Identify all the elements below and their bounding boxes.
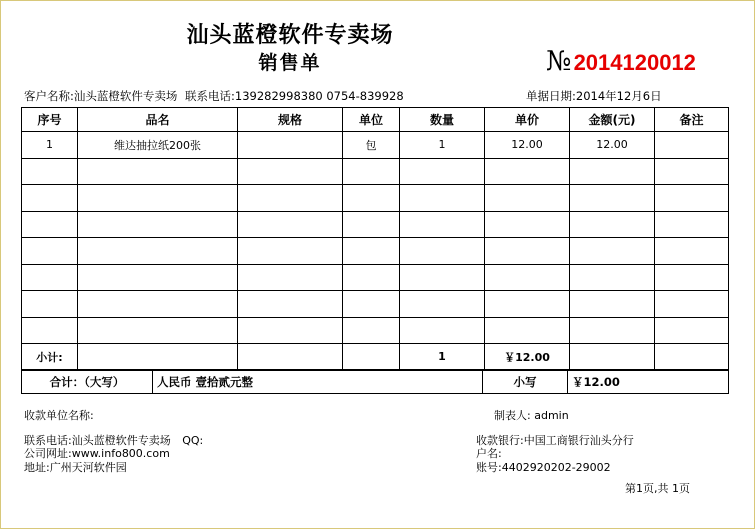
col-header-note: 备注 <box>655 108 729 132</box>
cell-spec <box>238 132 343 159</box>
customer-info <box>24 88 404 104</box>
number-symbol: № <box>546 46 572 77</box>
document-number <box>546 46 696 77</box>
col-header-unit: 单位 <box>343 108 400 132</box>
table-row <box>22 132 729 159</box>
table-row-empty <box>22 291 729 318</box>
cell-no: 1 <box>22 132 78 159</box>
small-label: 小写 <box>483 371 568 394</box>
qq-label: QQ: <box>182 434 204 447</box>
cell-price: 12.00 <box>485 132 570 159</box>
total-upper: 人民币 壹拾贰元整 <box>153 371 483 394</box>
table-row-empty <box>22 238 729 265</box>
maker <box>494 407 569 423</box>
table-header-row <box>22 108 729 132</box>
date-label: 单据日期: <box>526 89 576 103</box>
col-header-price: 单价 <box>485 108 570 132</box>
maker-label: 制表人: <box>494 409 531 422</box>
total-label: 合计：（大写） <box>22 371 153 394</box>
website: 公司网址:www.info800.com <box>24 447 170 460</box>
date-value: 2014年12月6日 <box>575 89 662 103</box>
customer-value: 汕头蓝橙软件专卖场 <box>73 89 178 103</box>
bank: 收款银行:中国工商银行汕头分行 <box>476 434 634 447</box>
small-value: ￥12.00 <box>568 371 729 394</box>
subtotal-row <box>22 344 729 370</box>
address: 地址:广州天河软件园 <box>24 461 127 474</box>
col-header-qty: 数量 <box>400 108 485 132</box>
phone-value: 139282998380 0754-839928 <box>234 89 404 103</box>
table-row-empty <box>22 317 729 344</box>
cell-amount: 12.00 <box>570 132 655 159</box>
document-title: 销售单 <box>258 52 322 74</box>
subtotal-amount: ￥12.00 <box>485 344 570 370</box>
subtotal-label: 小计: <box>22 344 78 370</box>
col-header-name: 品名 <box>78 108 238 132</box>
table-row-empty <box>22 211 729 238</box>
cell-name: 维达抽拉纸200张 <box>78 132 238 159</box>
account-name: 户名: <box>476 447 502 460</box>
col-header-amount: 金额(元) <box>570 108 655 132</box>
col-header-no: 序号 <box>22 108 78 132</box>
account-number: 账号:4402920202-29002 <box>476 461 611 474</box>
customer-label: 客户名称: <box>24 89 74 103</box>
cell-qty: 1 <box>400 132 485 159</box>
items-table <box>21 107 729 370</box>
subtotal-qty: 1 <box>400 344 485 370</box>
page-info: 第1页,共 1页 <box>625 482 690 495</box>
document-number-value: 2014120012 <box>573 50 696 75</box>
totals-row <box>22 371 729 394</box>
doc-date <box>526 88 662 104</box>
cell-note <box>655 132 729 159</box>
totals-table <box>21 370 729 394</box>
company-name: 汕头蓝橙软件专卖场 <box>186 23 394 48</box>
cell-unit: 包 <box>343 132 400 159</box>
maker-value: admin <box>534 409 569 422</box>
col-header-spec: 规格 <box>238 108 343 132</box>
payee-label: 收款单位名称: <box>24 409 94 422</box>
phone-label: 联系电话: <box>185 89 235 103</box>
table-row-empty <box>22 185 729 212</box>
table-row-empty <box>22 264 729 291</box>
contact-text: 联系电话:汕头蓝橙软件专卖场 <box>24 434 171 447</box>
table-row-empty <box>22 158 729 185</box>
